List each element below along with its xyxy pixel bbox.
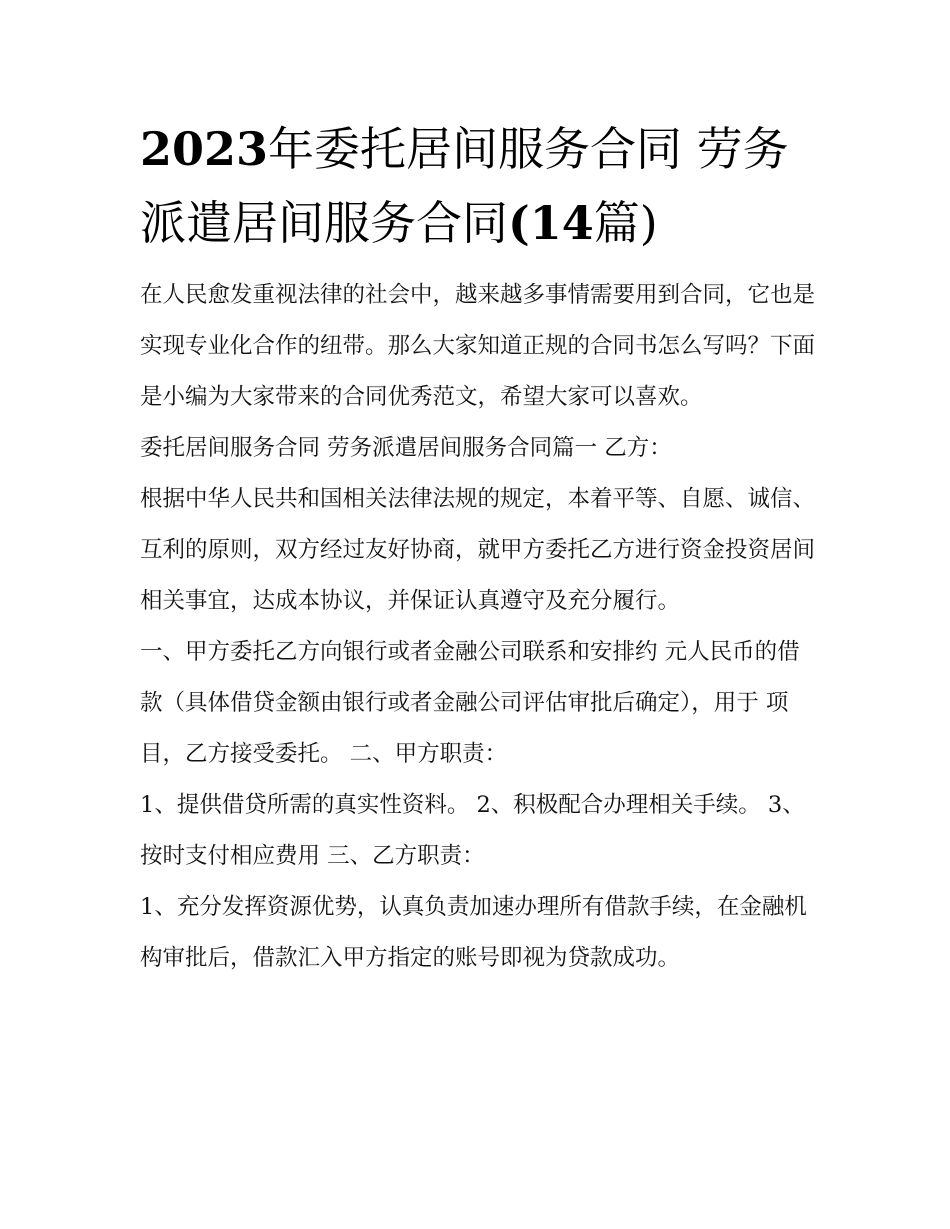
document-title (140, 112, 820, 260)
paragraph-clause-1: 一、甲方委托乙方向银行或者金融公司联系和安排约 元人民币的借款（具体借贷金额由银行或者金融公司评估审批后确定），用于 项目，乙方接受委托。 二、甲方职责： (140, 639, 800, 767)
paragraph-heading: 委托居间服务合同 劳务派遣居间服务合同篇一 乙方： (140, 435, 672, 461)
document-page (140, 112, 820, 984)
title-end: 篇) (593, 196, 658, 250)
title-year: 2023 (140, 122, 269, 176)
paragraph-intro: 在人民愈发重视法律的社会中，越来越多事情需要用到合同，它也是实现专业化合作的纽带。那么大家知道正规的合同书怎么写吗？下面是小编为大家带来的合同优秀范文，希望大家可以喜欢。 (140, 282, 816, 410)
paragraph-party-a-duties: 1、提供借贷所需的真实性资料。 2、积极配合办理相关手续。 3、按时支付相应费用 三、乙方职责： (140, 792, 805, 869)
paragraph-preamble: 根据中华人民共和国相关法律法规的规定，本着平等、自愿、诚信、互利的原则，双方经过友好协商，就甲方委托乙方进行资金投资居间相关事宜，达成本协议，并保证认真遵守及充分履行。 (140, 486, 816, 614)
document-body (140, 270, 820, 984)
title-text: 年委托居间服务合同 劳务派遣居间服务合同 (140, 122, 789, 250)
paragraph-party-b-duties: 1、充分发挥资源优势，认真负责加速办理所有借款手续，在金融机构审批后，借款汇入甲方指定的账号即视为贷款成功。 (140, 894, 807, 971)
title-count: (14 (508, 196, 594, 250)
